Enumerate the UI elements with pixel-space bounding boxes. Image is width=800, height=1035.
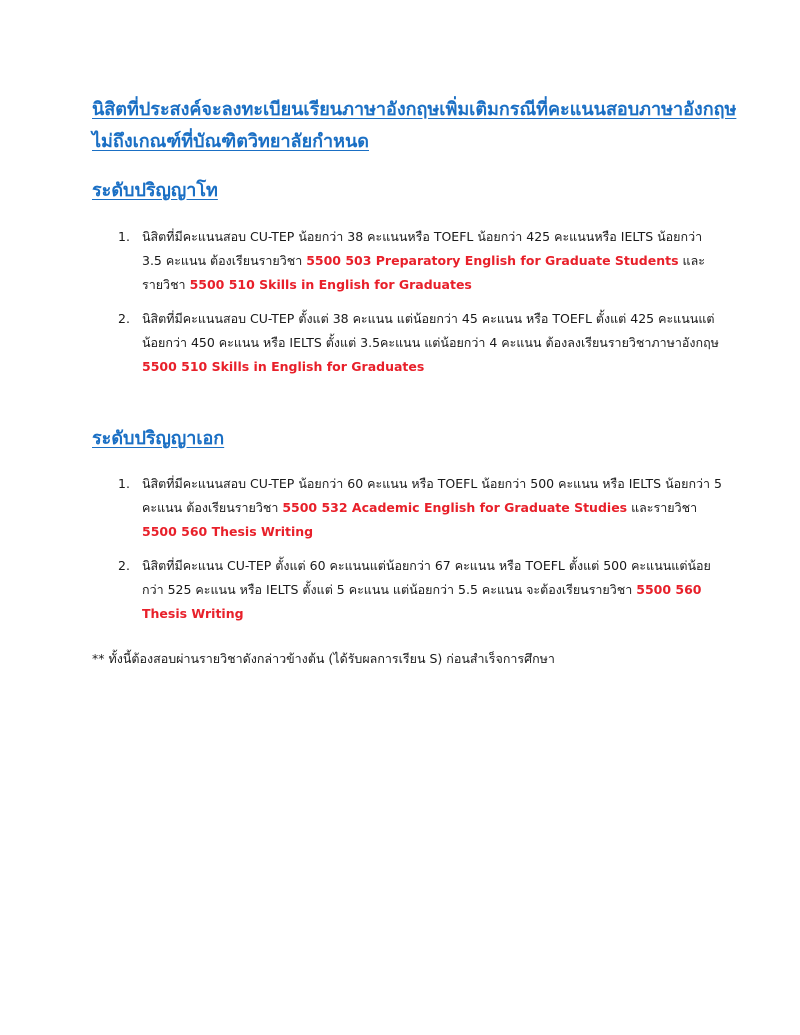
list-item-text: นิสิตที่มีคะแนน CU-TEP ตั้งแต่ 60 คะแนนแต่น้อยกว่า 67 คะแนน หรือ TOEFL ตั้งแต่ 500 คะแนนแต่น้อยกว่า 525 คะแนน หรือ IELTS ตั้งแต่ 5 คะแนน แต่น้อยกว่า 5.5 คะแนน จะต้องเรียนรายวิชา xyxy=(142,558,711,597)
doctoral-requirements-list xyxy=(92,472,722,636)
list-item xyxy=(92,307,722,379)
master-degree-heading: ระดับปริญญาโท xyxy=(92,180,218,201)
list-item-text: นิสิตที่มีคะแนนสอบ CU-TEP ตั้งแต่ 38 คะแนน แต่น้อยกว่า 45 คะแนน หรือ TOEFL ตั้งแต่ 425 คะแนนแต่น้อยกว่า 450 คะแนน หรือ IELTS ตั้งแต่ 3.5คะแนน แต่น้อยกว่า 4 คะแนน ต้องลงเรียนรายวิชาภาษาอังกฤษ xyxy=(142,311,719,350)
list-item-number: 1. xyxy=(118,476,130,491)
footnote: ** ทั้งนี้ต้องสอบผ่านรายวิชาดังกล่าวข้างต้น (ได้รับผลการเรียน S) ก่อนสำเร็จการศึกษา xyxy=(92,651,555,666)
course-name: 5500 532 Academic English for Graduate Studies xyxy=(282,500,628,515)
list-item-connector: และรายวิชา xyxy=(142,253,705,292)
course-name: 5500 560 Thesis Writing xyxy=(142,524,314,539)
list-item xyxy=(92,472,722,544)
course-name: 5500 510 Skills in English for Graduates xyxy=(189,277,472,292)
list-item-number: 2. xyxy=(118,558,130,573)
page-title-line-2: ไม่ถึงเกณฑ์ที่บัณฑิตวิทยาลัยกำหนด xyxy=(92,131,369,152)
doctoral-degree-heading: ระดับปริญญาเอก xyxy=(92,428,225,449)
course-name: 5500 560 Thesis Writing xyxy=(142,582,702,621)
page-title-line-1: นิสิตที่ประสงค์จะลงทะเบียนเรียนภาษาอังกฤษเพิ่มเติมกรณีที่คะแนนสอบภาษาอังกฤษ xyxy=(92,99,737,120)
list-item-text: นิสิตที่มีคะแนนสอบ CU-TEP น้อยกว่า 60 คะแนน หรือ TOEFL น้อยกว่า 500 คะแนน หรือ IELTS น้อยกว่า 5 คะแนน ต้องเรียนรายวิชา xyxy=(142,476,722,515)
page-title xyxy=(92,94,737,158)
list-item-connector: และรายวิชา xyxy=(627,500,698,515)
course-name: 5500 503 Preparatory English for Graduate Students xyxy=(306,253,679,268)
list-item-number: 2. xyxy=(118,311,130,326)
master-requirements-list xyxy=(92,225,722,389)
course-name: 5500 510 Skills in English for Graduates xyxy=(142,359,425,374)
list-item-number: 1. xyxy=(118,229,130,244)
list-item xyxy=(92,554,722,626)
list-item-text: นิสิตที่มีคะแนนสอบ CU-TEP น้อยกว่า 38 คะแนนหรือ TOEFL น้อยกว่า 425 คะแนนหรือ IELTS น้อยกว่า 3.5 คะแนน ต้องเรียนรายวิชา xyxy=(142,229,703,268)
list-item xyxy=(92,225,722,297)
